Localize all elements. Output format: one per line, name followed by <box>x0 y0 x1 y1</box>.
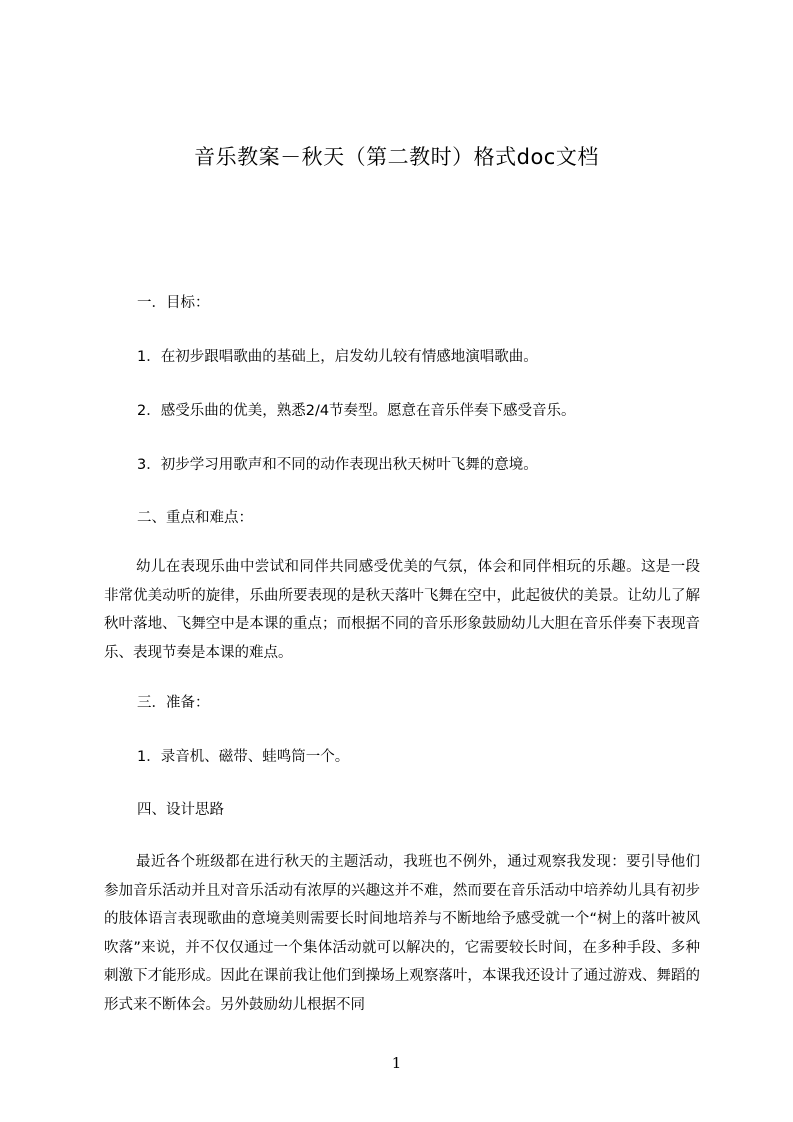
goal-item-2: 2．感受乐曲的优美，熟悉2/4节奏型。愿意在音乐伴奏下感受音乐。 <box>137 403 576 419</box>
document-title: 音乐教案－秋天（第二教时）格式doc文档 <box>194 145 599 169</box>
goal-item-3: 3．初步学习用歌声和不同的动作表现出秋天树叶飞舞的意境。 <box>137 457 538 473</box>
goals-heading: 一．目标： <box>137 295 210 311</box>
design-paragraph: 最近各个班级都在进行秋天的主题活动，我班也不例外，通过观察我发现：要引导他们参加音乐活动并且对音乐活动有浓厚的兴趣这并不难，然而要在音乐活动中培养幼儿具有初步的肢体语言表现歌曲的意境美则需要长时间地培养与不断地给予感受就一个“树上的落叶被风吹落”来说，并不仅仅通过一个集体活动就可以解决的，它需要较长时间，在多种手段、多种刺激下才能形成。因此在课前我让他们到操场上观察落叶，本课我还设计了通过游戏、舞蹈的形式来不断体会。另外鼓励幼儿根据不同 <box>104 854 700 1013</box>
page-number: 1 <box>391 1054 402 1072</box>
key-points-paragraph: 幼儿在表现乐曲中尝试和同伴共同感受优美的气氛，体会和同伴相玩的乐趣。这是一段非常优美动听的旋律，乐曲所要表现的是秋天落叶飞舞在空中，此起彼伏的美景。让幼儿了解秋叶落地、飞舞空中是本课的重点；而根据不同的音乐形象鼓励幼儿大胆在音乐伴奏下表现音乐、表现节奏是本课的难点。 <box>104 559 700 661</box>
preparation-item-1: 1．录音机、磁带、蛙鸣筒一个。 <box>137 749 350 765</box>
preparation-heading: 三．准备： <box>137 695 210 711</box>
goal-item-1: 1．在初步跟唱歌曲的基础上，启发幼儿较有情感地演唱歌曲。 <box>137 349 538 365</box>
key-points-heading: 二、重点和难点： <box>137 510 253 526</box>
design-heading: 四、设计思路 <box>137 802 224 818</box>
